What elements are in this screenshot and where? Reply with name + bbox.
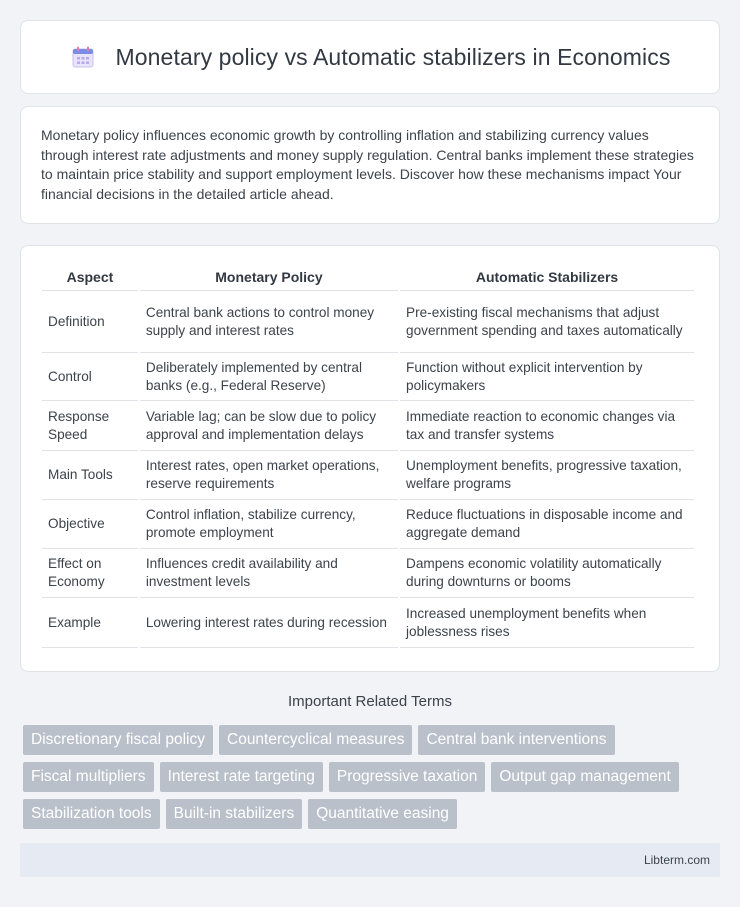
cell-monetary: Deliberately implemented by central banks (e.g., Federal Reserve) — [140, 353, 398, 401]
tag-built-in-stabilizers[interactable]: Built-in stabilizers — [166, 799, 303, 829]
title-card — [20, 20, 720, 94]
cell-aspect: Main Tools — [42, 451, 138, 500]
cell-monetary: Lowering interest rates during recession — [140, 598, 398, 648]
table-row — [42, 598, 694, 648]
cell-aspect: Definition — [42, 291, 138, 353]
tag-quantitative-easing[interactable]: Quantitative easing — [308, 799, 457, 829]
table-header-row — [42, 264, 694, 291]
cell-aspect: Response Speed — [42, 401, 138, 451]
cell-monetary: Control inflation, stabilize currency, promote employment — [140, 500, 398, 549]
cell-automatic: Immediate reaction to economic changes via tax and transfer systems — [400, 401, 694, 451]
cell-automatic: Reduce fluctuations in disposable income and aggregate demand — [400, 500, 694, 549]
cell-aspect: Example — [42, 598, 138, 648]
intro-card — [20, 106, 720, 224]
header-automatic-stabilizers: Automatic Stabilizers — [400, 264, 694, 291]
cell-monetary: Interest rates, open market operations, reserve requirements — [140, 451, 398, 500]
tag-interest-rate-targeting[interactable]: Interest rate targeting — [160, 762, 323, 792]
comparison-table — [40, 264, 696, 648]
footer — [20, 843, 720, 877]
cell-automatic: Unemployment benefits, progressive taxation, welfare programs — [400, 451, 694, 500]
table-row — [42, 353, 694, 401]
cell-automatic: Dampens economic volatility automatically during downturns or booms — [400, 549, 694, 598]
cell-aspect: Control — [42, 353, 138, 401]
tag-stabilization-tools[interactable]: Stabilization tools — [23, 799, 160, 829]
comparison-card — [20, 245, 720, 672]
table-row — [42, 451, 694, 500]
intro-text: Monetary policy influences economic growth by controlling inflation and stabilizing currency values through interest rate adjustments and money supply regulation. Central banks implement these strategies to maintain price stability and support employment levels. Discover how these mechanisms impact Your financial decisions in the detailed article ahead. — [41, 127, 694, 202]
cell-automatic: Increased unemployment benefits when joblessness rises — [400, 598, 694, 648]
related-terms-title: Important Related Terms — [288, 693, 452, 710]
footer-site-link[interactable]: Libterm.com — [643, 853, 710, 867]
page-title: Monetary policy vs Automatic stabilizers in Economics — [115, 43, 671, 70]
table-row — [42, 500, 694, 549]
header-monetary-policy: Monetary Policy — [140, 264, 398, 291]
tag-progressive-taxation[interactable]: Progressive taxation — [329, 762, 485, 792]
tag-output-gap-management[interactable]: Output gap management — [491, 762, 678, 792]
cell-automatic: Function without explicit intervention by policymakers — [400, 353, 694, 401]
cell-aspect: Objective — [42, 500, 138, 549]
cell-monetary: Variable lag; can be slow due to policy approval and implementation delays — [140, 401, 398, 451]
cell-monetary: Central bank actions to control money supply and interest rates — [140, 291, 398, 353]
related-terms-tags — [23, 725, 723, 829]
table-row — [42, 291, 694, 353]
table-row — [42, 401, 694, 451]
cell-automatic: Pre-existing fiscal mechanisms that adjust government spending and taxes automatically — [400, 291, 694, 353]
cell-monetary: Influences credit availability and investment levels — [140, 549, 398, 598]
cell-aspect: Effect on Economy — [42, 549, 138, 598]
tag-discretionary-fiscal-policy[interactable]: Discretionary fiscal policy — [23, 725, 213, 755]
tag-countercyclical-measures[interactable]: Countercyclical measures — [219, 725, 412, 755]
header-aspect: Aspect — [42, 264, 138, 291]
tag-fiscal-multipliers[interactable]: Fiscal multipliers — [23, 762, 154, 792]
tag-central-bank-interventions[interactable]: Central bank interventions — [418, 725, 614, 755]
table-row — [42, 549, 694, 598]
calendar-icon — [70, 44, 96, 70]
